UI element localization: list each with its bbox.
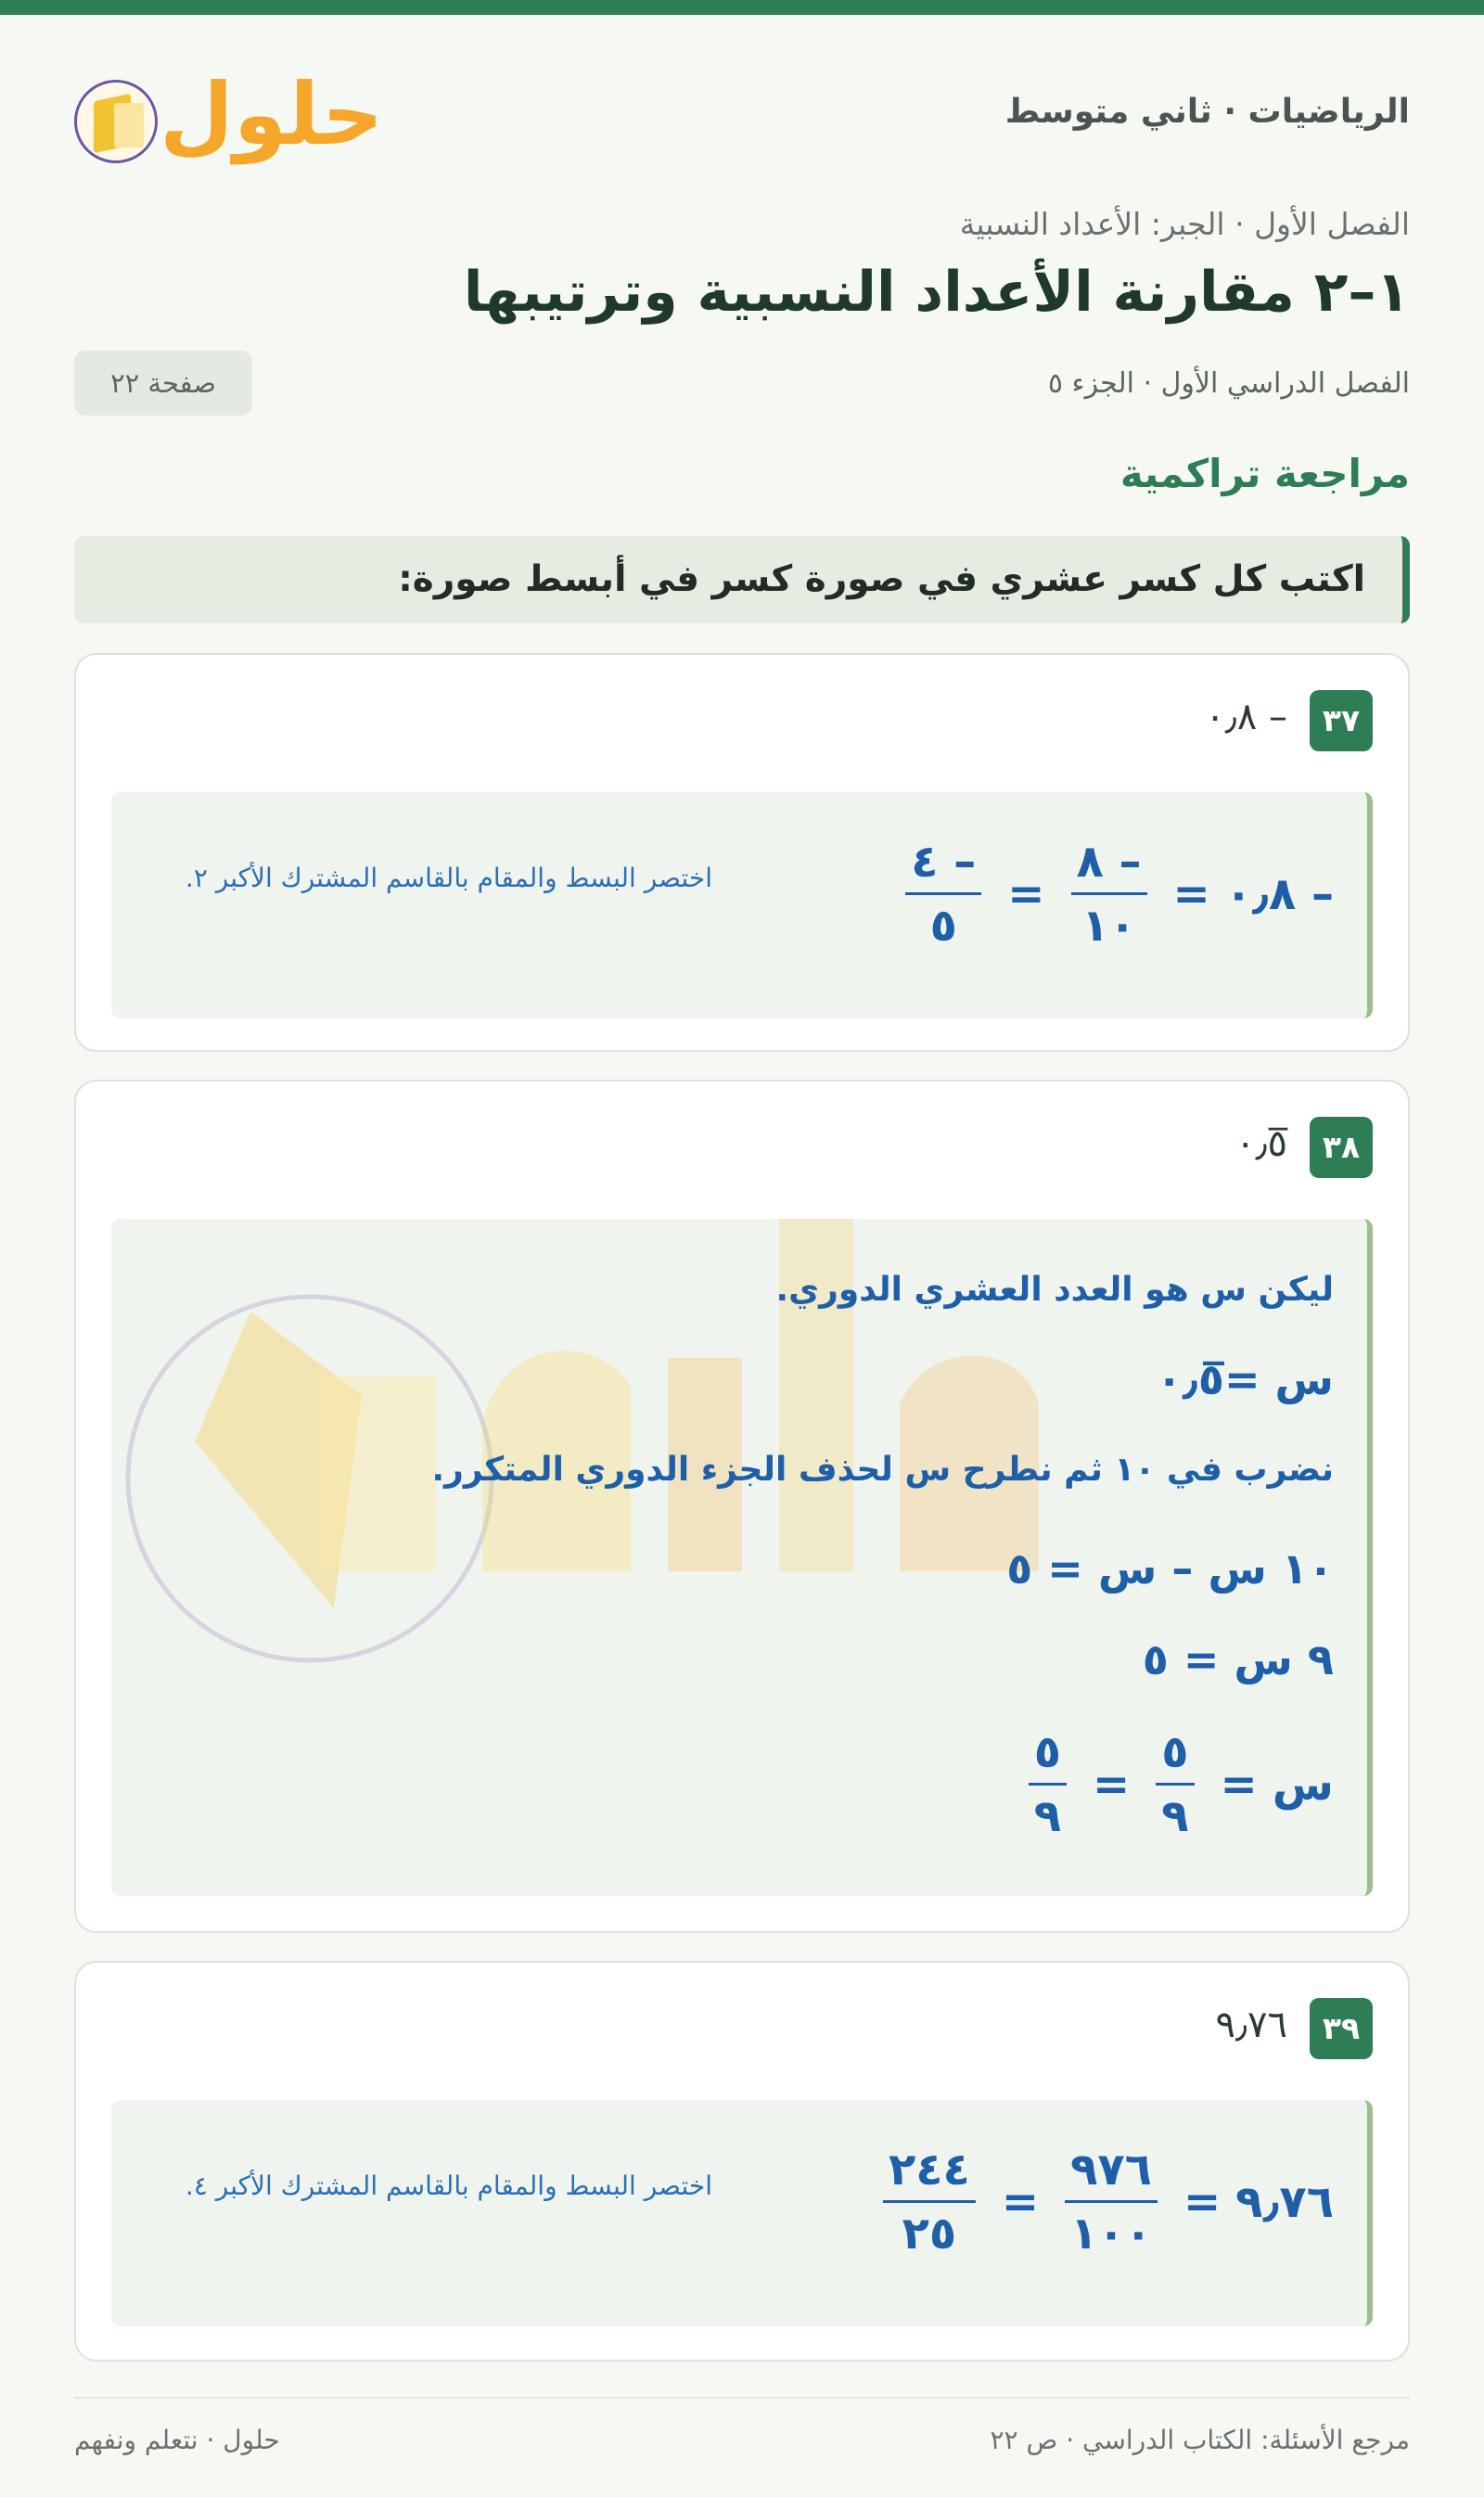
question-card-39 [74, 1961, 1410, 2362]
numerator: – ٨ [1071, 839, 1147, 895]
denominator: ١٠٠ [1070, 2208, 1152, 2260]
chapter-breadcrumb: الفصل الأول · الجبر: الأعداد النسبية [959, 206, 1410, 242]
denominator: ٩ [1033, 1790, 1062, 1842]
denominator: ٩ [1161, 1790, 1189, 1842]
numerator: ٥ [1156, 1729, 1194, 1786]
hulul-logo[interactable] [74, 65, 384, 164]
fraction-simplified [905, 836, 981, 952]
question-card-38 [74, 1080, 1410, 1933]
answer-box [111, 792, 1373, 1018]
footer-tagline: حلول · نتعلم ونفهم [74, 2425, 280, 2455]
hint-text: اختصر البسط والمقام بالقاسم المشترك الأكبر ٤. [185, 2170, 712, 2201]
footer-reference: مرجع الأسئلة: الكتاب الدراسي · ص ٢٢ [990, 2425, 1410, 2455]
numerator: ٥ [1029, 1729, 1067, 1786]
question-text: ٩٫٧٦ [1215, 2004, 1287, 2046]
answer-box [111, 1219, 1373, 1896]
equals-sign: = [1001, 2175, 1040, 2228]
equals-sign: = [1183, 2175, 1222, 2228]
answer-box [111, 2100, 1373, 2326]
numerator: – ٤ [905, 839, 981, 895]
hint-text: اختصر البسط والمقام بالقاسم المشترك الأكبر ٢. [185, 863, 712, 893]
equals-sign: = [1172, 867, 1210, 920]
solution-equation [894, 836, 1334, 952]
fraction [1071, 836, 1147, 952]
subject-label: الرياضيات · ثاني متوسط [1004, 93, 1410, 131]
solution-step-5: ٩ س = ٥ [1142, 1634, 1334, 1684]
question-number: ٣٨ [1310, 1117, 1373, 1178]
semester-label: الفصل الدراسي الأول · الجزء ٥ [1047, 367, 1410, 400]
equals-sign: = [1093, 1758, 1131, 1811]
solution-step-2: س =٠٫٥̅ [1156, 1354, 1334, 1404]
solution-equation [872, 2144, 1334, 2260]
equation-lhs: – ٠٫٨ [1224, 867, 1334, 920]
solution-step-3: نضرب في ١٠ ثم نطرح س لحذف الجزء الدوري المتكرر. [431, 1451, 1334, 1489]
solution-final-equation [1017, 1726, 1334, 1842]
numerator: ٩٧٦ [1065, 2146, 1158, 2203]
equals-sign: = [1220, 1758, 1258, 1811]
question-text: – ٠٫٨ [1205, 696, 1287, 738]
fraction-simplified [883, 2144, 976, 2260]
section-title: مراجعة تراكمية [1119, 451, 1410, 496]
top-accent-bar [0, 0, 1484, 15]
denominator: ١٠ [1081, 900, 1136, 952]
logo-wordmark: حلول [160, 65, 384, 164]
page-title: ١–٢ مقارنة الأعداد النسبية وترتيبها [463, 260, 1410, 325]
fraction [1029, 1726, 1067, 1842]
instruction-box [74, 536, 1410, 623]
denominator: ٢٥ [902, 2208, 957, 2260]
fraction [1065, 2144, 1158, 2260]
question-number: ٣٩ [1310, 1998, 1373, 2059]
header [74, 67, 1410, 163]
question-text: ٠٫٥̅ [1235, 1122, 1287, 1165]
equation-lhs: س [1272, 1758, 1334, 1811]
footer-divider [74, 2397, 1410, 2399]
equation-lhs: ٩٫٧٦ [1235, 2175, 1334, 2228]
instruction-text: اكتب كل كسر عشري في صورة كسر في أبسط صورة: [398, 558, 1365, 600]
page-number-badge: صفحة ٢٢ [74, 351, 252, 416]
numerator: ٢٤٤ [883, 2146, 976, 2203]
solution-step-4: ١٠ س – س = ٥ [1006, 1543, 1334, 1594]
question-number: ٣٧ [1310, 690, 1373, 751]
solution-step-1: ليكن س هو العدد العشري الدوري. [775, 1271, 1334, 1309]
book-logo-icon [74, 80, 158, 163]
equals-sign: = [1007, 867, 1045, 920]
question-card-37 [74, 653, 1410, 1052]
fraction [1156, 1726, 1194, 1842]
denominator: ٥ [929, 900, 957, 952]
